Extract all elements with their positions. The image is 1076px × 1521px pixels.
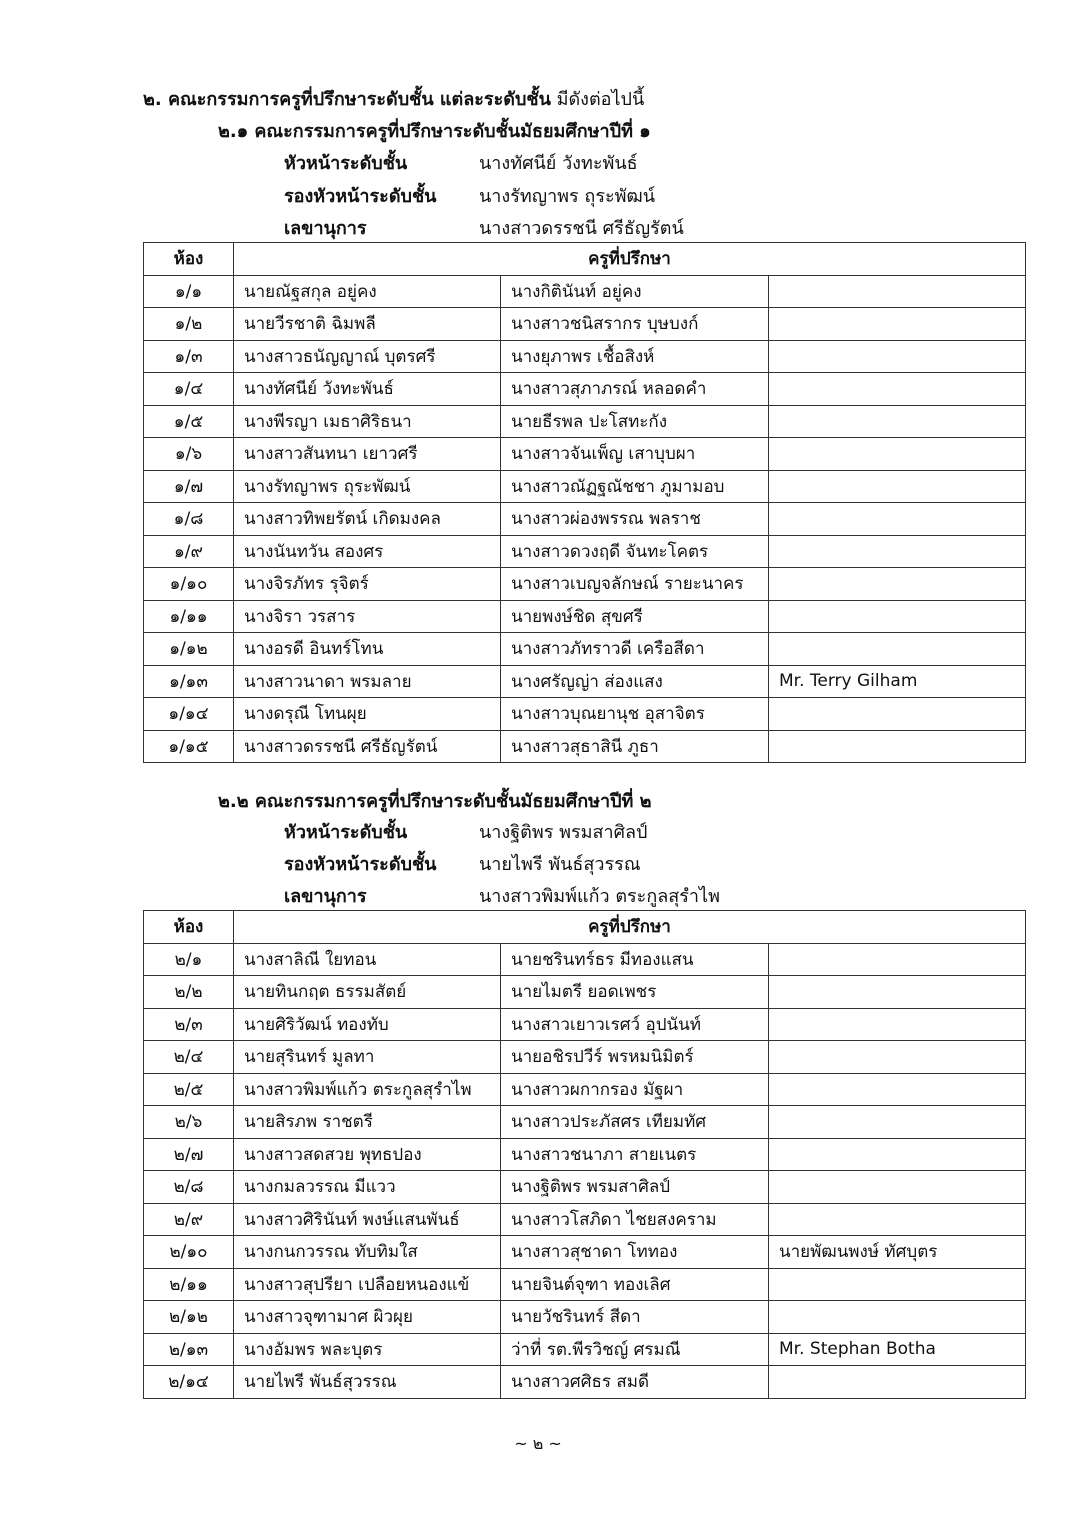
table-row <box>144 503 1026 536</box>
table-row <box>144 438 1026 471</box>
room-cell: ๑/๙ <box>144 535 234 568</box>
advisor-1-cell: นางสาวสดสวย พุทธปอง <box>234 1138 501 1171</box>
table-row <box>144 1041 1026 1074</box>
advisor-2-cell: นางศรัญญ่า ส่องแสง <box>501 665 769 698</box>
room-header: ห้อง <box>144 911 234 944</box>
advisor-3-cell <box>769 1008 1026 1041</box>
room-cell: ๒/๗ <box>144 1138 234 1171</box>
table-row <box>144 1106 1026 1139</box>
table-row <box>144 405 1026 438</box>
advisor-2-cell: นางสาวภัทราวดี เครือสีดา <box>501 633 769 666</box>
advisor-2-cell: นางฐิติพร พรมสาศิลป์ <box>501 1171 769 1204</box>
advisor-3-cell: Mr. Terry Gilham <box>769 665 1026 698</box>
table-row <box>144 600 1026 633</box>
table-row <box>144 1203 1026 1236</box>
room-cell: ๒/๒ <box>144 976 234 1009</box>
main-heading-rest: มีดังต่อไปนี้ <box>550 89 645 110</box>
advisor-1-cell: นางจิรภัทร รุจิตร์ <box>234 568 501 601</box>
section2-title: ๒.๒ คณะกรรมการครูที่ปรึกษาระดับชั้นมัธยมศึกษาปีที่ ๒ <box>218 791 652 812</box>
table-row <box>144 1268 1026 1301</box>
advisor-2-cell: นางสาวจันเพ็ญ เสาบุบผา <box>501 438 769 471</box>
advisor-1-cell: นายทินกฤต ธรรมสัตย์ <box>234 976 501 1009</box>
advisor-1-cell: นางนันทวัน สองศร <box>234 535 501 568</box>
room-cell: ๑/๔ <box>144 373 234 406</box>
advisor-2-cell: นางสาวประภัสศร เทียมทัศ <box>501 1106 769 1139</box>
table-row <box>144 943 1026 976</box>
advisor-3-cell <box>769 730 1026 763</box>
advisors-header: ครูที่ปรึกษา <box>234 911 1026 944</box>
advisor-1-cell: นางกนกวรรณ ทับทิมใส <box>234 1236 501 1269</box>
table-row <box>144 665 1026 698</box>
advisor-1-cell: นายวีรชาติ ฉิมพลี <box>234 308 501 341</box>
table-row <box>144 1171 1026 1204</box>
advisor-3-cell <box>769 470 1026 503</box>
table-row <box>144 1138 1026 1171</box>
advisor-2-cell: นางยุภาพร เชื้อสิงห์ <box>501 340 769 373</box>
advisor-3-cell <box>769 633 1026 666</box>
advisor-3-cell <box>769 1041 1026 1074</box>
room-cell: ๒/๖ <box>144 1106 234 1139</box>
advisor-1-cell: นางกมลวรรณ มีแวว <box>234 1171 501 1204</box>
advisor-3-cell <box>769 308 1026 341</box>
advisor-2-cell: นางสาวสุธาสินี ภูธา <box>501 730 769 763</box>
advisor-2-cell: นายธีรพล ปะโสทะกัง <box>501 405 769 438</box>
advisor-3-cell <box>769 976 1026 1009</box>
advisor-1-cell: นางพีรญา เมธาศิริธนา <box>234 405 501 438</box>
main-heading-bold: ๒. คณะกรรมการครูที่ปรึกษาระดับชั้น แต่ละระดับชั้น <box>143 89 551 110</box>
room-cell: ๒/๔ <box>144 1041 234 1074</box>
room-cell: ๑/๓ <box>144 340 234 373</box>
role-label: หัวหน้าระดับชั้น <box>284 822 408 843</box>
advisor-2-cell: ว่าที่ รต.พีรวิชญ์ ศรมณี <box>501 1333 769 1366</box>
advisor-1-cell: นางสาวธนัญญาณ์ บุตรศรี <box>234 340 501 373</box>
advisor-3-cell <box>769 568 1026 601</box>
advisor-1-cell: นายไพรี พันธ์สุวรรณ <box>234 1366 501 1399</box>
role-label: เลขานุการ <box>284 886 367 907</box>
advisor-1-cell: นางสาวนาดา พรมลาย <box>234 665 501 698</box>
advisor-2-cell: นางสาวศศิธร สมดี <box>501 1366 769 1399</box>
role-person: นางรัทญาพร ถุระพัฒน์ <box>479 186 656 207</box>
role-label: เลขานุการ <box>284 218 367 239</box>
table-row <box>144 1008 1026 1041</box>
advisor-1-cell: นางอรดี อินทร์โทน <box>234 633 501 666</box>
room-cell: ๒/๑ <box>144 943 234 976</box>
role-person: นางสาวดรรชนี ศรีธัญรัตน์ <box>479 218 684 239</box>
room-cell: ๑/๑๓ <box>144 665 234 698</box>
table-row <box>144 1236 1026 1269</box>
advisor-2-cell: นางสาวณัฏฐณัชชา ภูมามอบ <box>501 470 769 503</box>
room-cell: ๒/๑๑ <box>144 1268 234 1301</box>
advisor-1-cell: นางสาวสันทนา เยาวศรี <box>234 438 501 471</box>
room-cell: ๑/๑ <box>144 275 234 308</box>
advisor-3-cell: Mr. Stephan Botha <box>769 1333 1026 1366</box>
advisor-2-cell: นางสาวชนาภา สายเนตร <box>501 1138 769 1171</box>
advisor-2-cell: นางสาวผ่องพรรณ พลราช <box>501 503 769 536</box>
section1-title: ๒.๑ คณะกรรมการครูที่ปรึกษาระดับชั้นมัธยมศึกษาปีที่ ๑ <box>218 121 651 142</box>
advisor-2-cell: นายพงษ์ชิด สุขศรี <box>501 600 769 633</box>
table-header-row <box>144 243 1026 276</box>
advisor-3-cell <box>769 1171 1026 1204</box>
role-label: หัวหน้าระดับชั้น <box>284 153 408 174</box>
advisor-1-cell: นางดรุณี โทนผุย <box>234 698 501 731</box>
advisor-3-cell <box>769 1268 1026 1301</box>
room-cell: ๑/๑๒ <box>144 633 234 666</box>
advisor-1-cell: นางอัมพร พละบุตร <box>234 1333 501 1366</box>
table-row <box>144 1301 1026 1334</box>
room-cell: ๑/๑๑ <box>144 600 234 633</box>
table-row <box>144 1073 1026 1106</box>
advisor-3-cell <box>769 438 1026 471</box>
advisor-2-cell: นางสาวโสภิดา ไชยสงคราม <box>501 1203 769 1236</box>
advisors-header: ครูที่ปรึกษา <box>234 243 1026 276</box>
table-row <box>144 340 1026 373</box>
role-person: นายไพรี พันธ์สุวรรณ <box>479 854 641 875</box>
advisor-2-cell: นายวัชรินทร์ สีดา <box>501 1301 769 1334</box>
table-row <box>144 976 1026 1009</box>
room-cell: ๒/๙ <box>144 1203 234 1236</box>
advisor-1-cell: นางจิรา วรสาร <box>234 600 501 633</box>
advisor-2-cell: นายชรินทร์ธร มีทองแสน <box>501 943 769 976</box>
room-cell: ๒/๑๐ <box>144 1236 234 1269</box>
advisor-2-cell: นางสาวบุณยานุช อุสาจิตร <box>501 698 769 731</box>
advisor-2-cell: นางสาวสุภาภรณ์ หลอดคำ <box>501 373 769 406</box>
advisor-1-cell: นางสาลิณี ใยทอน <box>234 943 501 976</box>
table-row <box>144 698 1026 731</box>
role-person: นางสาวพิมพ์แก้ว ตระกูลสุรำไพ <box>479 886 720 907</box>
advisor-2-cell: นางสาวผกากรอง มัฐผา <box>501 1073 769 1106</box>
advisor-2-cell: นางสาวชนิสรากร บุษบงก์ <box>501 308 769 341</box>
advisor-3-cell <box>769 1366 1026 1399</box>
advisor-3-cell <box>769 1106 1026 1139</box>
advisor-3-cell <box>769 503 1026 536</box>
advisor-1-cell: นางรัทญาพร ถุระพัฒน์ <box>234 470 501 503</box>
advisor-3-cell <box>769 600 1026 633</box>
room-cell: ๒/๑๓ <box>144 1333 234 1366</box>
advisor-1-cell: นางสาวจุฑามาศ ผิวผุย <box>234 1301 501 1334</box>
room-cell: ๒/๑๔ <box>144 1366 234 1399</box>
table-row <box>144 568 1026 601</box>
room-cell: ๑/๑๕ <box>144 730 234 763</box>
room-cell: ๑/๑๔ <box>144 698 234 731</box>
advisor-3-cell <box>769 1138 1026 1171</box>
table-row <box>144 535 1026 568</box>
advisor-3-cell <box>769 340 1026 373</box>
advisor-1-cell: นางสาวศิรินันท์ พงษ์แสนพันธ์ <box>234 1203 501 1236</box>
advisor-1-cell: นางสาวดรรชนี ศรีธัญรัตน์ <box>234 730 501 763</box>
advisor-1-cell: นางทัศนีย์ วังทะพันธ์ <box>234 373 501 406</box>
advisor-3-cell <box>769 373 1026 406</box>
table-row <box>144 1333 1026 1366</box>
advisor-3-cell <box>769 698 1026 731</box>
section2-table <box>143 910 1026 1399</box>
advisor-3-cell: นายพัฒนพงษ์ ทัศบุตร <box>769 1236 1026 1269</box>
advisor-3-cell <box>769 1073 1026 1106</box>
main-heading <box>143 84 644 113</box>
advisor-1-cell: นายณัฐสกุล อยู่คง <box>234 275 501 308</box>
advisor-2-cell: นางสาวเบญจลักษณ์ รายะนาคร <box>501 568 769 601</box>
advisor-2-cell: นางสาวดวงฤดี จันทะโคตร <box>501 535 769 568</box>
advisor-3-cell <box>769 1301 1026 1334</box>
room-cell: ๒/๓ <box>144 1008 234 1041</box>
advisor-2-cell: นางกิตินันท์ อยู่คง <box>501 275 769 308</box>
advisor-2-cell: นายอชิรปวีร์ พรหมนิมิตร์ <box>501 1041 769 1074</box>
advisor-2-cell: นายจินต์จุฑา ทองเลิศ <box>501 1268 769 1301</box>
room-header: ห้อง <box>144 243 234 276</box>
table-header-row <box>144 911 1026 944</box>
room-cell: ๑/๘ <box>144 503 234 536</box>
role-label: รองหัวหน้าระดับชั้น <box>284 186 437 207</box>
advisor-3-cell <box>769 943 1026 976</box>
advisor-2-cell: นางสาวเยาวเรศว์ อุปนันท์ <box>501 1008 769 1041</box>
room-cell: ๑/๖ <box>144 438 234 471</box>
advisor-2-cell: นายไมตรี ยอดเพชร <box>501 976 769 1009</box>
room-cell: ๑/๗ <box>144 470 234 503</box>
table-row <box>144 308 1026 341</box>
advisor-1-cell: นางสาวสุปรียา เปลือยหนองแข้ <box>234 1268 501 1301</box>
table-row <box>144 633 1026 666</box>
room-cell: ๑/๑๐ <box>144 568 234 601</box>
advisor-3-cell <box>769 535 1026 568</box>
room-cell: ๒/๘ <box>144 1171 234 1204</box>
advisor-1-cell: นายศิริวัฒน์ ทองทับ <box>234 1008 501 1041</box>
advisor-3-cell <box>769 275 1026 308</box>
advisor-1-cell: นางสาวพิมพ์แก้ว ตระกูลสุรำไพ <box>234 1073 501 1106</box>
room-cell: ๒/๑๒ <box>144 1301 234 1334</box>
role-person: นางฐิติพร พรมสาศิลป์ <box>479 822 648 843</box>
table-row <box>144 1366 1026 1399</box>
role-label: รองหัวหน้าระดับชั้น <box>284 854 437 875</box>
advisor-3-cell <box>769 405 1026 438</box>
table-row <box>144 470 1026 503</box>
section1-table <box>143 242 1026 763</box>
advisor-1-cell: นางสาวทิพยรัตน์ เกิดมงคล <box>234 503 501 536</box>
role-person: นางทัศนีย์ วังทะพันธ์ <box>479 153 638 174</box>
advisor-1-cell: นายสิรภพ ราชตรี <box>234 1106 501 1139</box>
table-row <box>144 275 1026 308</box>
room-cell: ๑/๕ <box>144 405 234 438</box>
table-row <box>144 730 1026 763</box>
room-cell: ๒/๕ <box>144 1073 234 1106</box>
room-cell: ๑/๒ <box>144 308 234 341</box>
advisor-2-cell: นางสาวสุชาดา โททอง <box>501 1236 769 1269</box>
page-number: ~ ๒ ~ <box>514 1434 562 1453</box>
table-row <box>144 373 1026 406</box>
advisor-1-cell: นายสุรินทร์ มูลทา <box>234 1041 501 1074</box>
advisor-3-cell <box>769 1203 1026 1236</box>
